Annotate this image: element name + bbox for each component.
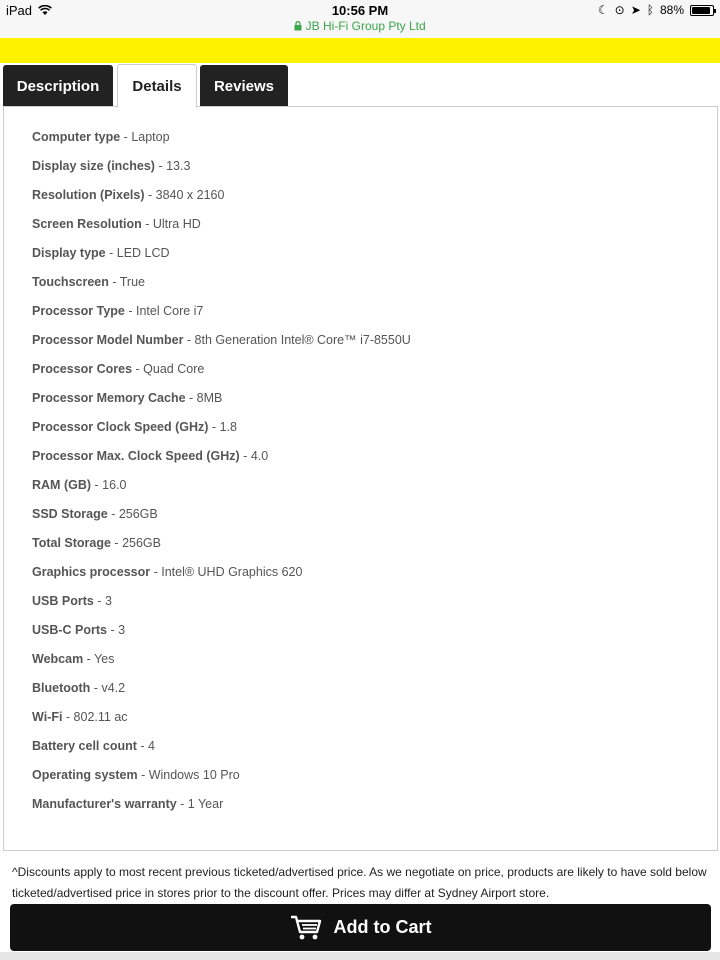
spec-separator: - [62,710,74,724]
spec-separator: - [185,391,197,405]
spec-row [4,442,717,471]
spec-value: Windows 10 Pro [148,768,240,782]
spec-value: 1 Year [187,797,224,811]
spec-separator: - [154,159,167,173]
spec-row [4,500,717,529]
status-time: 10:56 PM [331,3,389,18]
spec-label: Computer type [32,130,121,144]
spec-value: 256GB [122,536,161,550]
spec-row [4,181,717,210]
spec-row [4,268,717,297]
spec-value: 8th Generation Intel® Core™ i7-8550U [194,333,411,347]
spec-value: 3 [118,623,126,637]
spec-separator: - [107,623,119,637]
spec-row [4,326,717,355]
brand-bar [0,38,720,63]
spec-separator: - [136,739,148,753]
spec-label: SSD Storage [32,507,108,521]
spec-separator: - [137,768,149,782]
spec-row [4,674,717,703]
spec-label: Touchscreen [32,275,109,289]
spec-value: 13.3 [166,159,191,173]
spec-list [4,107,717,819]
add-to-cart-button[interactable] [10,904,711,951]
spec-separator: - [91,478,103,492]
spec-label: Resolution (Pixels) [32,188,145,202]
spec-separator: - [208,420,220,434]
spec-value: 256GB [118,507,158,521]
spec-row [4,297,717,326]
spec-separator: - [120,130,132,144]
spec-value: 3840 x 2160 [155,188,225,202]
spec-separator: - [141,217,153,231]
spec-separator: - [105,246,117,260]
spec-label: Total Storage [32,536,111,550]
spec-label: Processor Clock Speed (GHz) [32,420,209,434]
spec-value: 4 [148,739,155,753]
spec-label: Processor Cores [32,362,133,376]
address-bar[interactable] [0,19,720,33]
spec-label: Wi-Fi [32,710,63,724]
spec-separator: - [93,594,105,608]
spec-value: 802.11 ac [73,710,128,724]
spec-row [4,413,717,442]
bluetooth-icon: ᛒ [646,3,654,17]
spec-value: LED LCD [116,246,170,260]
spec-label: Bluetooth [32,681,91,695]
moon-icon: ☾ [597,3,609,17]
spec-row [4,239,717,268]
bottom-strip [0,952,720,960]
spec-separator: - [144,188,156,202]
tab-reviews[interactable]: Reviews [200,65,288,107]
cart-icon [290,915,322,941]
spec-label: Battery cell count [32,739,137,753]
spec-row [4,558,717,587]
spec-separator: - [239,449,251,463]
add-to-cart-label: Add to Cart [333,917,432,937]
spec-label: Display type [32,246,106,260]
location-icon: ➤ [630,3,641,17]
spec-value: Quad Core [143,362,205,376]
spec-row [4,645,717,674]
spec-separator: - [124,304,136,318]
spec-value: Intel Core i7 [135,304,204,318]
spec-row [4,703,717,732]
battery-fill [692,7,710,14]
spec-row [4,732,717,761]
spec-value: True [119,275,146,289]
spec-separator: - [108,275,120,289]
spec-separator: - [83,652,95,666]
spec-row [4,790,717,819]
spec-label: Operating system [32,768,138,782]
battery-percent: 88% [659,3,684,17]
spec-label: Display size (inches) [32,159,155,173]
spec-separator: - [110,536,123,550]
spec-label: Processor Max. Clock Speed (GHz) [32,449,240,463]
spec-separator: - [176,797,188,811]
spec-value: Ultra HD [152,217,201,231]
spec-row [4,210,717,239]
spec-separator: - [107,507,119,521]
spec-label: RAM (GB) [32,478,92,492]
details-panel [3,106,718,851]
spec-value: Yes [94,652,115,666]
battery-icon [690,5,714,16]
spec-row [4,471,717,500]
spec-label: Processor Type [32,304,125,318]
spec-label: USB Ports [32,594,94,608]
spec-row [4,152,717,181]
spec-value: 1.8 [219,420,237,434]
spec-label: Manufacturer's warranty [32,797,177,811]
spec-row [4,384,717,413]
spec-label: Processor Model Number [32,333,184,347]
spec-value: 3 [104,594,112,608]
spec-row [4,587,717,616]
device-label: iPad [6,3,33,18]
spec-value: Intel® UHD Graphics 620 [161,565,303,579]
spec-label: Graphics processor [32,565,151,579]
spec-value: Laptop [131,130,170,144]
spec-row [4,355,717,384]
tab-description[interactable]: Description [3,65,113,107]
spec-separator: - [132,362,144,376]
lock-icon [294,21,302,31]
spec-row [4,761,717,790]
url-label: JB Hi-Fi Group Pty Ltd [305,19,426,33]
spec-label: Screen Resolution [32,217,142,231]
spec-label: Processor Memory Cache [32,391,186,405]
discount-disclaimer: ^Discounts apply to most recent previous ticketed/advertised price. As we negotiate on price, products are likely to have sold below ticketed/advertised price in stores prior to the discount offer. Prices may differ at Sydney Airport store. [12,865,707,900]
spec-label: Webcam [32,652,84,666]
rotation-lock-icon: ⊙ [614,3,625,17]
spec-label: USB-C Ports [32,623,108,637]
status-right [598,3,714,17]
product-tabs [0,63,720,107]
status-bar [0,0,720,38]
spec-value: 8MB [196,391,223,405]
spec-separator: - [150,565,162,579]
spec-value: v4.2 [101,681,126,695]
spec-row [4,529,717,558]
tab-details[interactable]: Details [117,64,197,108]
spec-value: 4.0 [250,449,269,463]
spec-row [4,616,717,645]
spec-separator: - [90,681,102,695]
spec-value: 16.0 [102,478,127,492]
spec-row [4,123,717,152]
spec-separator: - [183,333,195,347]
